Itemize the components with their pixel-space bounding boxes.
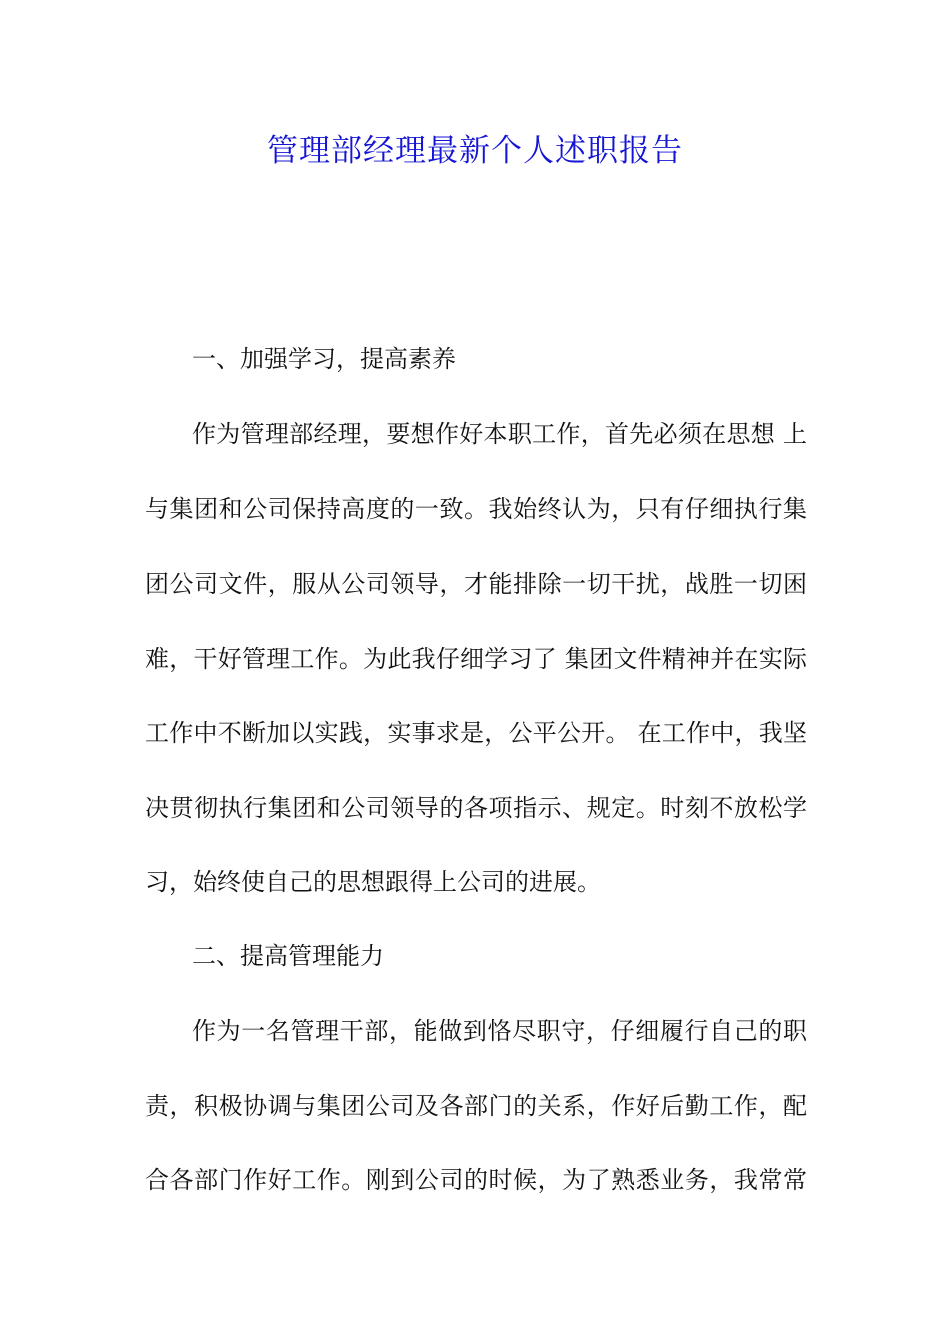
document-title: 管理部经理最新个人述职报告 [267, 133, 683, 169]
section-heading-2: 二、提高管理能力 [192, 942, 384, 970]
paragraph-line: 习，始终使自己的思想跟得上公司的进展。 [145, 868, 601, 896]
paragraph-line: 决贯彻执行集团和公司领导的各项指示、规定。时刻不放松学 [145, 794, 807, 822]
section-heading-1: 一、加强学习，提高素养 [192, 345, 456, 373]
paragraph-line: 作为管理部经理，要想作好本职工作，首先必须在思想 上 [192, 420, 807, 448]
paragraph-line: 作为一名管理干部，能做到恪尽职守，仔细履行自己的职 [192, 1017, 807, 1045]
paragraph-line: 难，干好管理工作。为此我仔细学习了 集团文件精神并在实际 [145, 645, 807, 673]
paragraph-line: 工作中不断加以实践，实事求是，公平公开。 在工作中，我坚 [145, 719, 807, 747]
paragraph-line: 责，积极协调与集团公司及各部门的关系，作好后勤工作，配 [145, 1092, 807, 1120]
paragraph-line: 团公司文件，服从公司领导，才能排除一切干扰，战胜一切困 [145, 570, 807, 598]
paragraph-line: 合各部门作好工作。刚到公司的时候，为了熟悉业务，我常常 [145, 1166, 807, 1194]
paragraph-line: 与集团和公司保持高度的一致。我始终认为，只有仔细执行集 [145, 495, 807, 523]
